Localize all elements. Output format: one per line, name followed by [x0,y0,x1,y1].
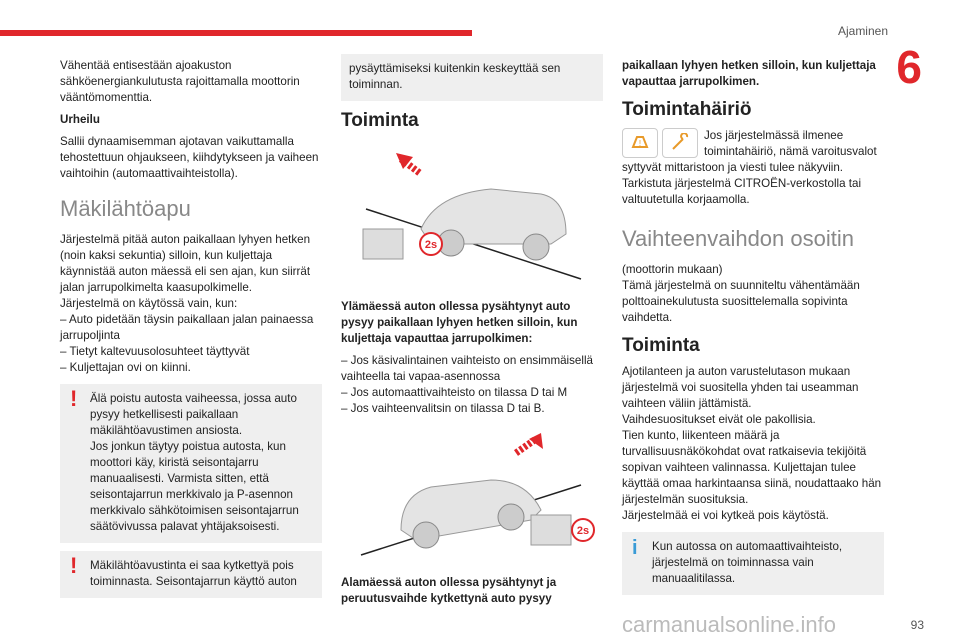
service-wrench-icon [662,128,698,158]
list-item: – Jos vaihteenvalitsin on tilassa D tai B. [341,402,545,415]
paragraph: Järjestelmä pitää auton paikallaan lyhyen hetken (noin kaksi sekuntia) silloin, kun kuljettaja käynnistää auton mäessä eli sen ajan, kun siirrät jalan jarrupolkimelta kaasupolkimelle. [60,233,311,294]
column-2 [341,58,603,613]
warning-box [60,551,322,598]
info-icon: i [632,537,638,559]
paragraph: Järjestelmä on käytössä vain, kun: [60,297,238,310]
section-heading-toiminta: Toiminta [622,335,700,356]
box-text: pysäyttämiseksi kuitenkin keskeyttää sen toiminnan. [349,62,561,91]
info-text: Kun autossa on automaattivaihteisto, järjestelmä on toiminnassa vain manuaalitilassa. [652,540,843,585]
paragraph: (moottorin mukaan) Tämä järjestelmä on suunniteltu vähentämään polttoainekulutusta suosittelemalla sopivinta vaihdetta. [622,263,860,324]
list-item: – Jos automaattivaihteisto on tilassa D tai M [341,386,568,399]
continued-box [341,54,603,101]
section-title-makilahtoapu: Mäkilähtöapu [60,196,191,221]
list-item: – Kuljettajan ovi on kiinni. [60,361,191,374]
chapter-number: 6 [896,41,922,93]
footer-url: carmanualsonline.info [622,612,837,637]
warning-text: Älä poistu autosta vaiheessa, jossa auto pysyy hetkellisesti paikallaan mäkilähtöavustimen ansiosta. Jos jonkun täytyy poistua autosta, kun moottori käy, kiristä seisontajarru manuaalisesti. Varmista sitten, että seisontajarrun merkkivalo ja P-asennon merkkivalo sähkötoimisen seisontajarrun säätövivussa palavat yhtäjaksoisesti. [90,392,299,533]
caption-downhill: Alamäessä auton ollessa pysähtynyt ja peruutusvaihde kytkettynä auto pysyy [341,576,557,605]
hill-assist-warning-icon [622,128,658,158]
warning-box [60,384,322,543]
list-item: – Tietyt kaltevuusolosuhteet täyttyvät [60,345,250,358]
warning-text: Mäkilähtöavustinta ei saa kytkettyä pois toiminnasta. Seisontajarrun käyttö auton [90,559,297,588]
svg-text:!: ! [638,139,642,148]
caption-uphill: Ylämäessä auton ollessa pysähtynyt auto pysyy paikallaan lyhyen hetken silloin, kun kuljettaja vapauttaa jarrupolkimen: [341,300,578,345]
timer-badge: 2s [576,525,590,537]
warning-lamps [622,128,698,158]
paragraph: Vähentää entisestään ajoakuston sähköenergiankulutusta rajoittamalla moottorin vääntömomenttia. [60,59,300,104]
fault-block [622,128,884,208]
info-box [622,532,884,595]
section-heading-toimintahairio: Toimintahäiriö [622,99,752,120]
page-number: 93 [910,618,924,632]
warning-icon: ! [70,386,78,411]
paragraph: Ajotilanteen ja auton varustelutason mukaan järjestelmä voi suositella yhden tai useamman vaihteen väliin jättämistä. Vaihdesuositukset eivät ole pakollisia. Tien kunto, liikenteen määrä ja turvallisuusnäkökohdat ovat ratkaisevia tekijöitä sopivan vaihteen valinnassa. Kuljettajan tulee käyttää omaa harkintaansa siinä, noudattaako hän järjestelmän suosituksia. Järjestelmää ei voi kytkeä pois käytöstä. [622,365,882,522]
downhill-car-image [341,425,603,565]
fault-text: Jos järjestelmässä ilmenee toimintahäiriö, nämä varoitusvalot syttyvät mittaristoon ja viesti tulee näkyviin. Tarkistuta järjestelmä CITROËN-verkostolla tai valtuutetulla korjaamolla. [622,129,877,206]
column-1 [60,58,322,606]
header-title: Ajaminen [837,24,888,38]
warning-icon: ! [70,553,78,578]
section-heading-toiminta: Toiminta [341,110,419,131]
uphill-car-image [341,139,603,289]
timer-badge: 2s [424,239,438,251]
paragraph: paikallaan lyhyen hetken silloin, kun kuljettaja vapauttaa jarrupolkimen. [622,59,876,88]
downhill-illustration [341,425,603,565]
column-3 [622,58,884,603]
paragraph: Sallii dynaamisemman ajotavan vaikuttamalla tehostettuun ohjaukseen, kiihdytykseen ja vaiheen vaihtoihin (automaattivaihteistolla). [60,135,319,180]
list-item: – Jos käsivalintainen vaihteisto on ensimmäisellä vaihteella tai vapaa-asennossa [341,354,593,383]
subheading-urheilu: Urheilu [60,113,100,126]
list-item: – Auto pidetään täysin paikallaan jalan painaessa jarrupoljinta [60,313,314,342]
section-title-vaihteenvaihdon-osoitin: Vaihteenvaihdon osoitin [622,226,854,251]
header-accent-bar [0,30,472,36]
uphill-illustration [341,139,603,289]
